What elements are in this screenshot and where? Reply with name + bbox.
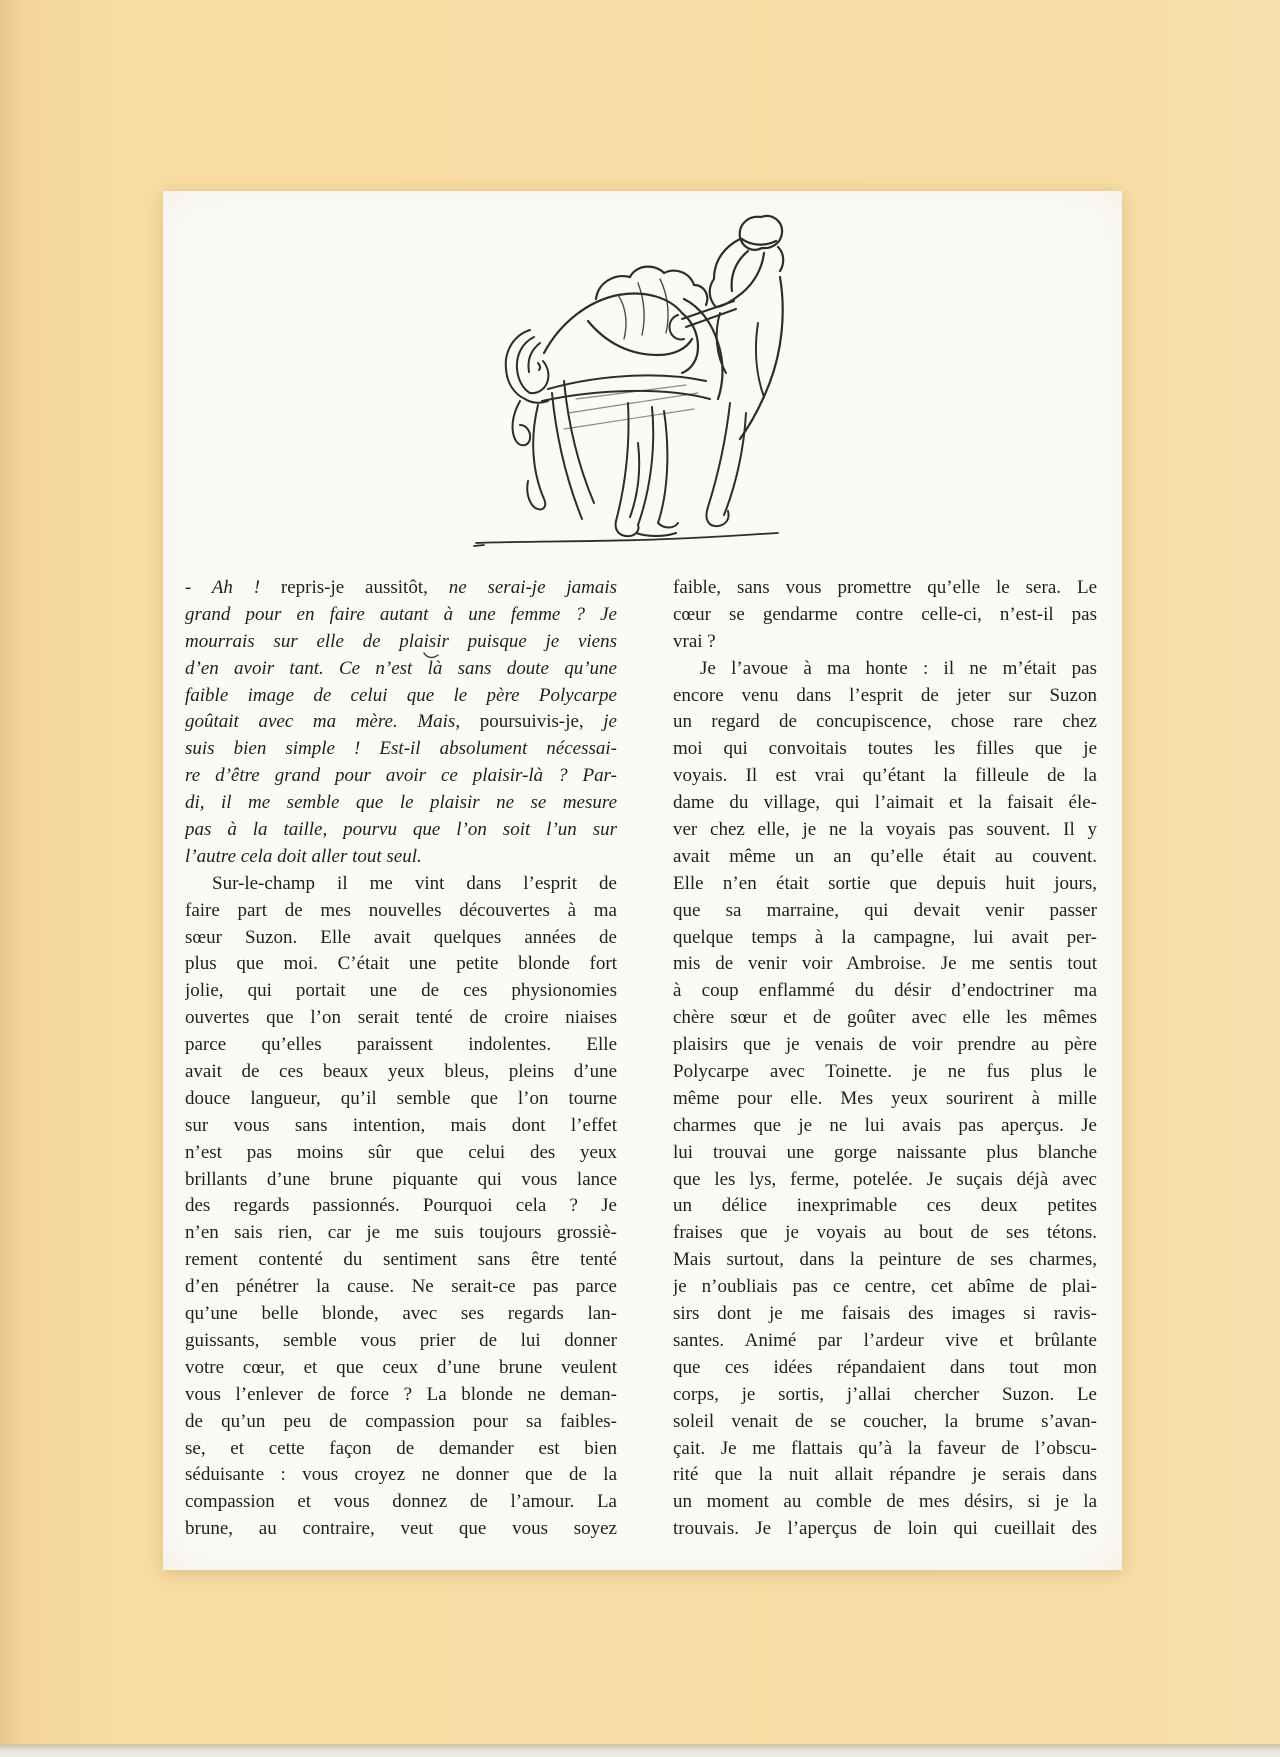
- text-line: moi qui convoitais toutes les filles que je: [673, 738, 1097, 760]
- text-line: corps, je sortis, j’allai chercher Suzon. Le: [673, 1383, 1097, 1405]
- text-line: n’en sais rien, car je me suis toujours grossiè-: [185, 1222, 617, 1244]
- scan-edge-strip: [0, 1744, 1280, 1757]
- text-line: que sa marraine, qui devait venir passer: [673, 899, 1097, 921]
- text-line: lui trouvai une gorge naissante plus blanche: [673, 1141, 1097, 1163]
- text-line: suis bien simple ! Est-il absolument nécessai-: [185, 738, 617, 760]
- text-line: mourrais sur elle de plaisir puisque je viens: [185, 630, 617, 652]
- text-line: Mais surtout, dans la peinture de ses charmes,: [673, 1249, 1097, 1271]
- text-line: sirs dont je me faisais des images si ravis-: [673, 1303, 1097, 1325]
- text-line: charmes que je ne lui avais pas aperçus. Je: [673, 1114, 1097, 1136]
- text-line: dame du village, qui l’aimait et la faisait éle-: [673, 792, 1097, 814]
- text-line: soleil venait de se coucher, la brume s’avan-: [673, 1410, 1097, 1432]
- text-line: goûtait avec ma mère. Mais, poursuivis-je, je: [185, 711, 617, 733]
- text-line: plaisirs que je venais de voir prendre au père: [673, 1034, 1097, 1056]
- text-line: faible, sans vous promettre qu’elle le sera. Le: [673, 577, 1097, 598]
- text-body: [185, 575, 1097, 1543]
- text-line: parce qu’elles paraissent indolentes. Elle: [185, 1034, 617, 1056]
- text-line: compassion et vous donnez de l’amour. La: [185, 1491, 617, 1513]
- text-line: je n’oubliais pas ce centre, cet abîme de plai-: [673, 1276, 1097, 1298]
- book-page: [163, 191, 1122, 1570]
- text-line: des regards passionnés. Pourquoi cela ? Je: [185, 1195, 617, 1217]
- text-line: un regard de concupiscence, chose rare chez: [673, 711, 1097, 733]
- text-line: rement contenté du sentiment sans être tenté: [185, 1249, 617, 1271]
- text-line: sur vous sans intention, mais dont l’effet: [185, 1114, 617, 1136]
- text-line: re d’être grand pour avoir ce plaisir-là ? Par-: [185, 765, 617, 787]
- text-line: Elle n’en était sortie que depuis huit jours,: [673, 872, 1097, 894]
- text-line: d’en avoir tant. Ce n’est là sans doute qu’une: [185, 657, 617, 679]
- text-line: un délice inexprimable ces deux petites: [673, 1195, 1097, 1217]
- text-line: ouvertes que l’on serait tenté de croire niaises: [185, 1007, 617, 1029]
- text-line: l’autre cela doit aller tout seul.: [185, 845, 422, 867]
- text-line: grand pour en faire autant à une femme ? Je: [185, 603, 617, 625]
- text-line: fraises que je voyais au bout de ses tétons.: [673, 1222, 1097, 1244]
- text-line: brillants d’une brune piquante qui vous lance: [185, 1168, 617, 1190]
- text-column-left: [185, 575, 617, 1543]
- text-line: Polycarpe avec Toinette. je ne fus plus le: [673, 1061, 1097, 1083]
- text-line: que les lys, ferme, potelée. Je suçais déjà avec: [673, 1168, 1097, 1190]
- text-line: avait de ces beaux yeux bleus, pleins d’une: [185, 1061, 617, 1083]
- ink-sketch: [468, 203, 786, 555]
- ink-smudge-mark: [422, 650, 440, 660]
- text-line: chère sœur et de goûter avec elle les mêmes: [673, 1007, 1097, 1029]
- text-line: santes. Animé par l’ardeur vive et brûlante: [673, 1329, 1097, 1351]
- text-line: faire part de mes nouvelles découvertes à ma: [185, 899, 617, 921]
- text-line: voyais. Il est vrai qu’étant la filleule de la: [673, 765, 1097, 787]
- text-line: guissants, semble vous prier de lui donner: [185, 1329, 617, 1351]
- text-line: même pour elle. Mes yeux sourirent à mille: [673, 1087, 1097, 1109]
- text-line: avait même un an qu’elle était au couvent.: [673, 845, 1097, 867]
- text-line: ver chez elle, je ne la voyais pas souvent. Il y: [673, 819, 1097, 841]
- text-line: mis de venir voir Ambroise. Je me sentis tout: [673, 953, 1097, 975]
- text-line: vous l’enlever de force ? La blonde ne deman-: [185, 1383, 617, 1405]
- text-line: encore venu dans l’esprit de jeter sur Suzon: [673, 684, 1097, 706]
- text-line: se, et cette façon de demander est bien: [185, 1437, 617, 1459]
- text-line: n’est pas moins sûr que celui des yeux: [185, 1141, 617, 1163]
- text-line: Sur-le-champ il me vint dans l’esprit de: [212, 872, 617, 894]
- text-line: pas à la taille, pourvu que l’on soit l’un sur: [185, 819, 617, 841]
- text-line: çait. Je me flattais qu’à la faveur de l’obscu-: [673, 1437, 1097, 1459]
- text-line: douce langueur, qu’il semble que l’on tourne: [185, 1087, 617, 1109]
- text-line: Je l’avoue à ma honte : il ne m’était pas: [700, 657, 1097, 679]
- text-line: de qu’un peu de compassion pour sa faibles-: [185, 1410, 617, 1432]
- text-line: di, il me semble que le plaisir ne se mesure: [185, 792, 617, 814]
- text-line: votre cœur, et que ceux d’une brune veulent: [185, 1356, 617, 1378]
- text-line: faible image de celui que le père Polycarpe: [185, 684, 617, 706]
- text-line: d’en pénétrer la cause. Ne serait-ce pas parce: [185, 1276, 617, 1298]
- text-line: quelque temps à la campagne, lui avait per-: [673, 926, 1097, 948]
- text-line: à coup enflammé du désir d’endoctriner ma: [673, 980, 1097, 1002]
- text-line: jolie, qui portait une de ces physionomies: [185, 980, 617, 1002]
- text-line: trouvais. Je l’aperçus de loin qui cueillait des: [673, 1518, 1097, 1540]
- text-line: plus que moi. C’était une petite blonde fort: [185, 953, 617, 975]
- text-line: qu’une belle blonde, avec ses regards lan-: [185, 1303, 617, 1325]
- text-line: - Ah ! repris-je aussitôt, ne serai-je jamais: [185, 577, 617, 598]
- text-line: séduisante : vous croyez ne donner que de la: [185, 1464, 617, 1486]
- text-line: que ces idées répandaient dans tout mon: [673, 1356, 1097, 1378]
- text-line: brune, au contraire, veut que vous soyez: [185, 1518, 617, 1540]
- text-column-right: [673, 575, 1097, 1543]
- text-line: un moment au comble de mes désirs, si je la: [673, 1491, 1097, 1513]
- text-line: vrai ?: [673, 630, 716, 652]
- text-line: sœur Suzon. Elle avait quelques années de: [185, 926, 617, 948]
- illustration-two-figures-sketch: [468, 203, 786, 555]
- text-line: cœur se gendarme contre celle-ci, n’est-il pas: [673, 603, 1097, 625]
- text-line: rité que la nuit allait répandre je serais dans: [673, 1464, 1097, 1486]
